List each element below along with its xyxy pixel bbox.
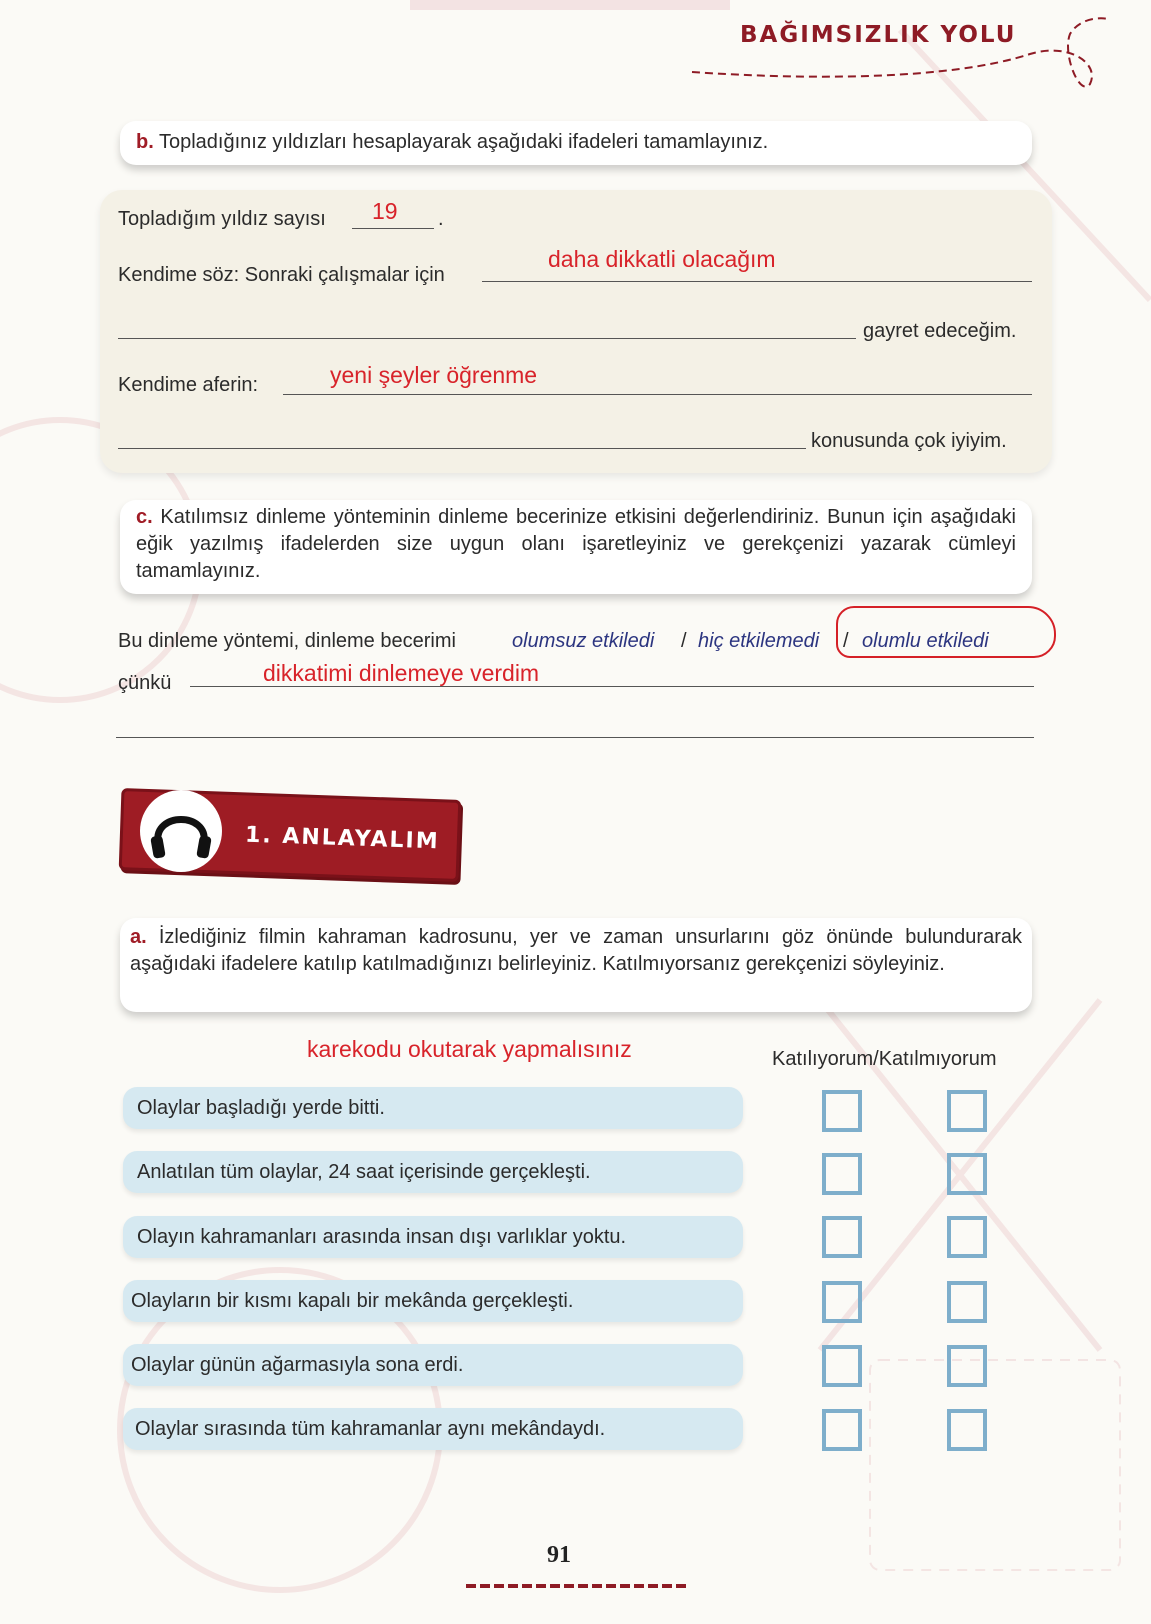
statement-row: Anlatılan tüm olaylar, 24 saat içerisinde gerçekleşti. [123,1151,743,1193]
statement-row: Olayın kahramanları arasında insan dışı varlıklar yoktu. [123,1216,743,1258]
promise-answer[interactable]: daha dikkatli olacağım [548,246,776,272]
disagree-checkbox[interactable] [947,1281,987,1323]
prompt-letter-b: b. [136,131,154,153]
praise-line-2 [118,448,806,449]
disagree-checkbox[interactable] [947,1216,987,1258]
agree-checkbox[interactable] [822,1216,862,1258]
disagree-checkbox[interactable] [947,1153,987,1195]
agree-checkbox[interactable] [822,1409,862,1451]
star-count-period: . [438,208,444,230]
statement-row: Olaylar başladığı yerde bitti. [123,1087,743,1129]
prompt-card-b [120,121,1032,165]
statement-row: Olaylar günün ağarmasıyla sona erdi. [123,1344,743,1386]
disagree-checkbox[interactable] [947,1090,987,1132]
agree-checkbox[interactable] [822,1345,862,1387]
prompt-text-a: İzlediğiniz filmin kahraman kadrosunu, yer ve zaman unsurlarını göz önünde bulundurarak aşağıdaki ifadelere katılıp katılmadığınızı belirleyiniz. Katılmıyorsanız gerekçenizi söyleyiniz. [130,926,1022,975]
option-positive[interactable]: olumlu etkiledi [862,630,989,652]
qr-note: karekodu okutarak yapmalısınız [307,1036,632,1062]
because-line-2 [116,737,1034,738]
headphones-badge [140,790,222,872]
dashed-swirl-decoration [690,14,1110,94]
disagree-checkbox[interactable] [947,1345,987,1387]
praise-label: Kendime aferin: [118,374,259,396]
agree-checkbox[interactable] [822,1281,862,1323]
praise-answer[interactable]: yeni şeyler öğrenme [330,362,538,388]
section-title: BAĞIMSIZLIK YOLU [740,22,1017,48]
sentence-start: Bu dinleme yöntemi, dinleme becerimi [118,630,456,652]
star-count-line [352,228,434,229]
prompt-card-c [120,500,1032,594]
page-number-underline-decoration [466,1582,686,1590]
option-none[interactable]: hiç etkilemedi [698,630,820,652]
prompt-text-b: Topladığınız yıldızları hesaplayarak aşağıdaki ifadeleri tamamlayınız. [153,131,769,153]
praise-line-1 [283,394,1032,395]
option-negative[interactable]: olumsuz etkiledi [512,630,655,652]
option-separator-2: / [843,630,849,652]
prompt-letter-c: c. [136,506,153,528]
section-banner-label: 1. ANLAYALIM [244,822,441,855]
headphones-icon [140,790,222,872]
option-separator-1: / [681,630,687,652]
prompt-card-a [120,918,1032,1012]
page-number: 91 [547,1542,571,1568]
star-count-label: Topladığım yıldız sayısı [118,208,326,230]
agree-checkbox[interactable] [822,1090,862,1132]
selected-option-circle [836,606,1056,658]
because-label: çünkü [118,672,172,694]
promise-line-2 [118,338,856,339]
statement-row: Olayların bir kısmı kapalı bir mekânda gerçekleşti. [123,1280,743,1322]
star-count-answer[interactable]: 19 [372,198,398,224]
statement-row: Olaylar sırasında tüm kahramanlar aynı mekândaydı. [123,1408,743,1450]
agree-checkbox[interactable] [822,1153,862,1195]
praise-end-text: konusunda çok iyiyim. [811,430,1007,452]
promise-line-1 [482,281,1032,282]
agree-disagree-header: Katılıyorum/Katılmıyorum [772,1048,997,1070]
prompt-text-c: Katılımsız dinleme yönteminin dinleme becerinize etkisini değerlendiriniz. Bunun için aşağıdaki eğik yazılmış ifadelerden size uygun olanı işaretleyiniz ve gerekçenizi yazarak cümleyi tamamlayınız. [136,506,1016,582]
promise-end-text: gayret edeceğim. [863,320,1017,342]
promise-label: Kendime söz: Sonraki çalışmalar için [118,264,445,286]
because-answer[interactable]: dikkatimi dinlemeye verdim [263,660,540,686]
prompt-letter-a: a. [130,926,147,948]
disagree-checkbox[interactable] [947,1409,987,1451]
